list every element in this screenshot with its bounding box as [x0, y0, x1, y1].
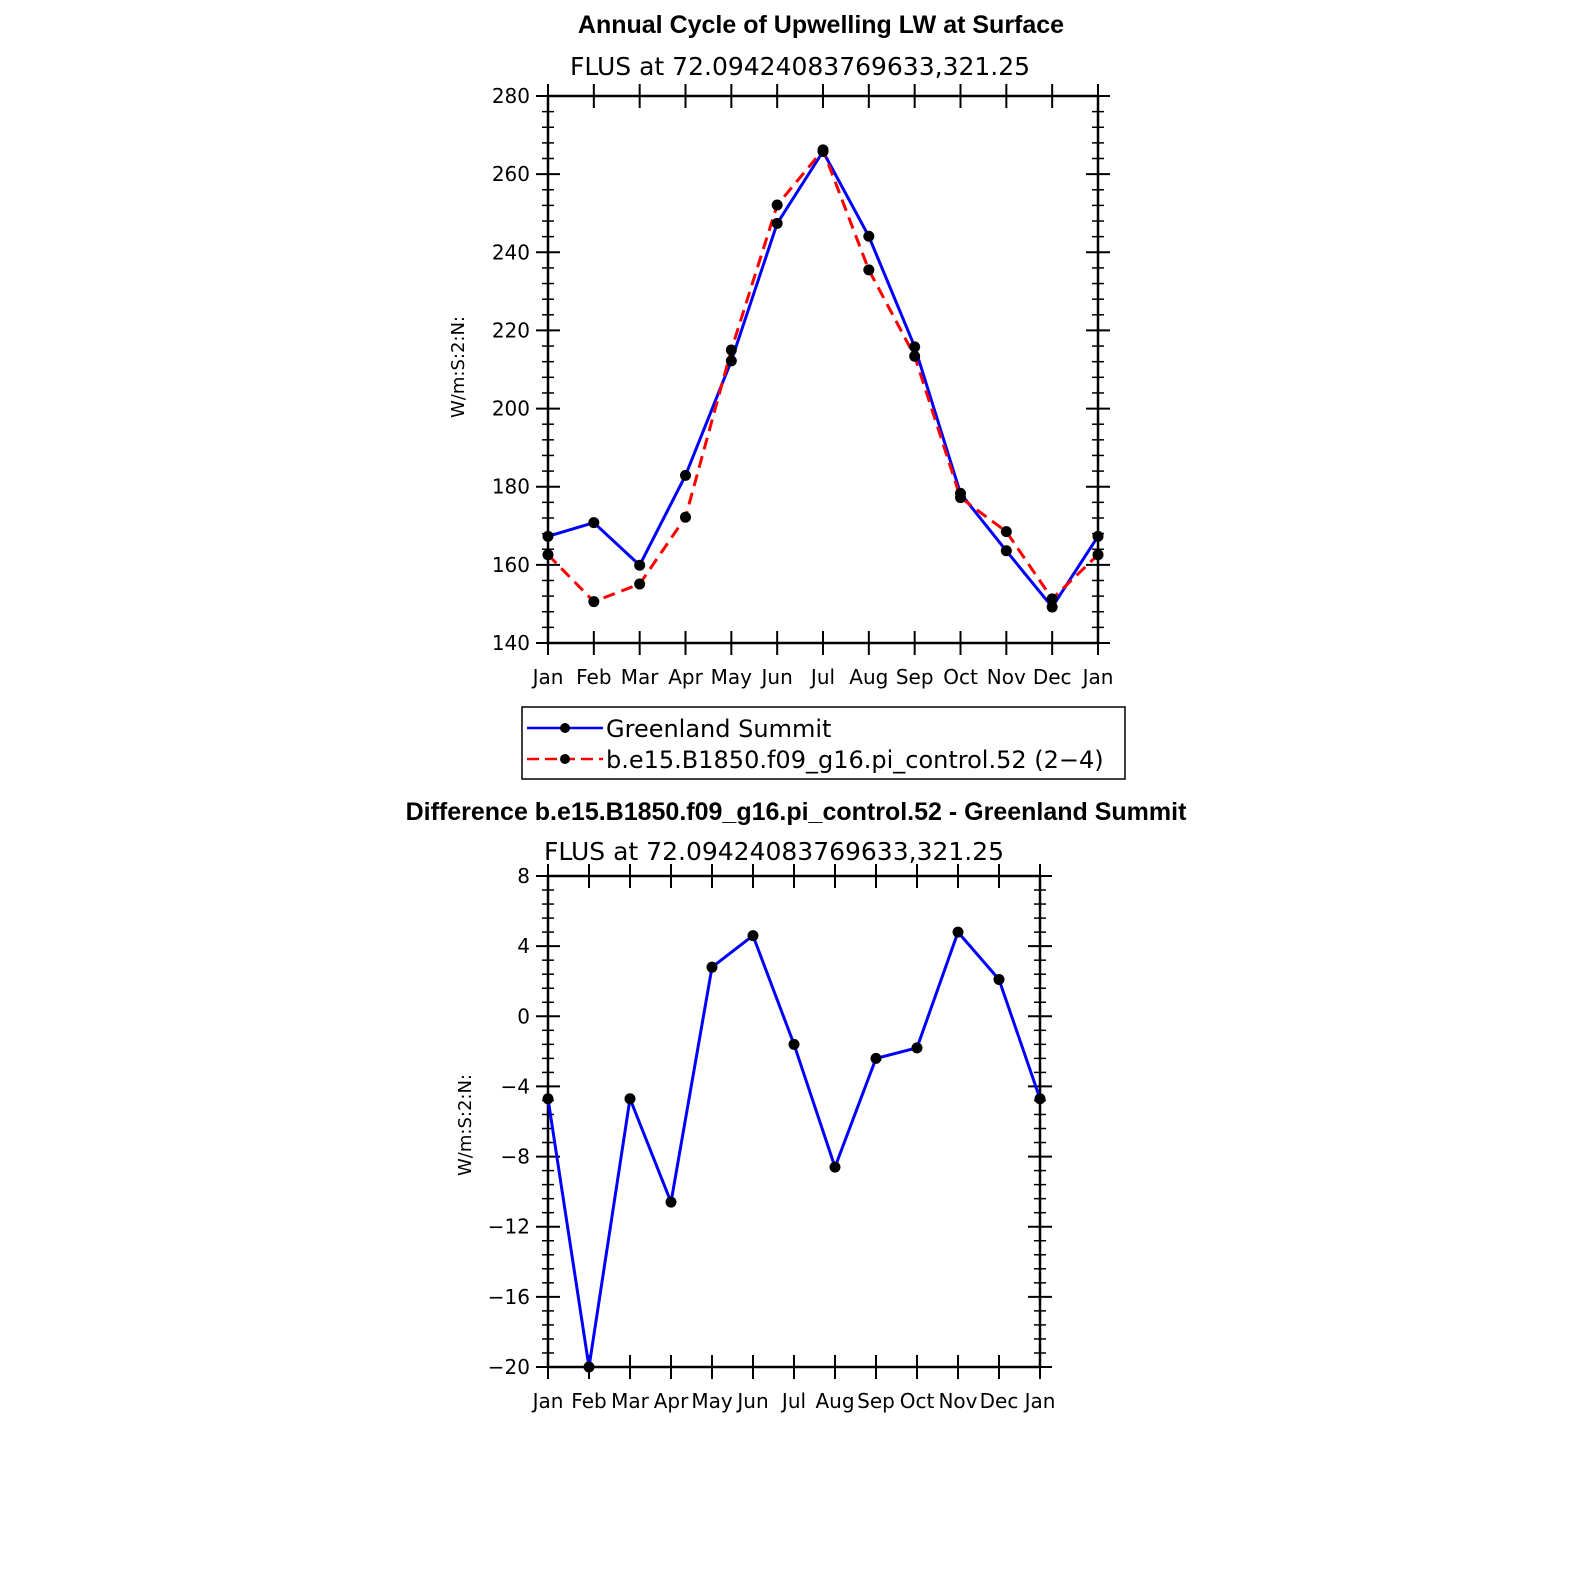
bottom-chart-xtick-label: Jun [737, 1389, 769, 1413]
top-chart-series-line-1 [548, 150, 1098, 602]
legend-marker-greenland-summit [560, 723, 570, 733]
bottom-chart-series-line-0 [548, 932, 1040, 1367]
top-chart-xtick-label: Aug [849, 665, 889, 689]
top-chart-xtick-label: Nov [986, 665, 1026, 689]
top-chart-series-0-point [634, 560, 645, 571]
bottom-chart-ytick-label: −12 [487, 1214, 530, 1239]
bottom-chart-title: Difference b.e15.B1850.f09_g16.pi_control.52 - Greenland Summit [405, 798, 1187, 826]
top-chart-series-1-point [909, 351, 920, 362]
bottom-chart-ytick-label: −4 [500, 1074, 530, 1099]
bottom-chart-xtick-label: Nov [938, 1389, 978, 1413]
top-chart-xtick-label: Jan [1082, 665, 1114, 689]
bottom-chart-xtick-label: Feb [571, 1389, 607, 1413]
bottom-chart-xtick-label: Sep [857, 1389, 895, 1413]
top-chart-series-0-point [588, 517, 599, 528]
bottom-chart-xtick-label: Dec [979, 1389, 1019, 1413]
top-chart-series-0-point [1093, 531, 1104, 542]
bottom-chart-series-0-point [830, 1162, 841, 1173]
bottom-chart-series-0-point [871, 1053, 882, 1064]
legend-label-greenland-summit: Greenland Summit [606, 715, 832, 743]
bottom-chart-xtick-label: May [691, 1389, 733, 1413]
bottom-chart-series-0-point [625, 1093, 636, 1104]
bottom-chart-xtick-label: Jul [781, 1389, 807, 1413]
top-chart-series-0-point [680, 470, 691, 481]
top-chart-series-1-point [543, 549, 554, 560]
bottom-chart-series-0-point [707, 962, 718, 973]
bottom-chart-series-0-point [789, 1039, 800, 1050]
top-chart-series-1-point [955, 492, 966, 503]
bottom-chart-ytick-label: 0 [517, 1004, 530, 1029]
top-chart-series-0-point [726, 355, 737, 366]
top-chart-xtick-label: Jul [810, 665, 836, 689]
top-chart-series-0-point [772, 218, 783, 229]
top-chart-xtick-label: May [710, 665, 753, 689]
top-chart-xtick-label: Jun [761, 665, 793, 689]
bottom-chart-xtick-label: Jan [1024, 1389, 1056, 1413]
bottom-chart-ytick-label: −20 [487, 1355, 530, 1379]
bottom-chart-series-0-point [994, 974, 1005, 985]
bottom-chart-series-0-point [953, 927, 964, 938]
top-chart-legend [522, 707, 1125, 779]
top-chart-ytick-label: 160 [491, 552, 530, 577]
legend-marker-model-run [560, 754, 570, 764]
top-chart-xtick-label: Sep [895, 665, 934, 689]
bottom-chart-xtick-label: Jan [532, 1389, 564, 1413]
top-chart-series-0-point [863, 231, 874, 242]
bottom-chart-series-0-point [666, 1197, 677, 1208]
top-chart-ytick-label: 280 [491, 84, 530, 108]
top-chart-subtitle: FLUS at 72.09424083769633,321.25 [569, 52, 1031, 81]
bottom-chart-plot [488, 864, 1056, 1413]
legend-label-model-run: b.e15.B1850.f09_g16.pi_control.52 (2−4) [606, 746, 1104, 774]
top-chart-xtick-label: Feb [576, 665, 612, 689]
bottom-chart-subtitle: FLUS at 72.09424083769633,321.25 [543, 837, 1005, 866]
top-chart-xtick-label: Mar [620, 665, 659, 689]
top-chart-series-1-point [1001, 526, 1012, 537]
top-chart-series-1-point [1047, 593, 1058, 604]
bottom-chart-ytick-label: 8 [517, 864, 530, 888]
top-chart-series-1-point [680, 512, 691, 523]
bottom-chart-ytick-label: −16 [487, 1284, 530, 1309]
bottom-chart-series-0-point [584, 1362, 595, 1373]
bottom-chart-xtick-label: Mar [611, 1389, 649, 1413]
top-chart-ytick-label: 260 [491, 162, 530, 187]
top-chart-series-1-point [863, 264, 874, 275]
top-chart-ytick-label: 240 [491, 240, 530, 265]
top-chart-plot [492, 84, 1114, 689]
top-chart-series-1-point [772, 200, 783, 211]
bottom-chart-series-0-point [543, 1093, 554, 1104]
bottom-chart-xtick-label: Aug [815, 1389, 855, 1413]
top-chart-ytick-label: 220 [491, 318, 530, 343]
top-chart-series-1-point [588, 596, 599, 607]
top-chart-series-line-0 [548, 152, 1098, 608]
top-chart-ylabel: W/m:S:2:N: [448, 316, 469, 418]
top-chart-ytick-label: 200 [491, 396, 530, 421]
top-chart-xtick-label: Oct [943, 665, 978, 689]
bottom-chart-series-0-point [1035, 1093, 1046, 1104]
bottom-chart-series-0-point [912, 1042, 923, 1053]
top-chart-series-0-point [1001, 545, 1012, 556]
bottom-chart-ytick-label: −8 [500, 1144, 530, 1169]
bottom-chart-xtick-label: Apr [653, 1389, 689, 1413]
top-chart-series-1-point [726, 344, 737, 355]
top-chart-title: Annual Cycle of Upwelling LW at Surface [577, 11, 1065, 39]
top-chart-xtick-label: Jan [532, 665, 564, 689]
top-chart-xtick-label: Apr [668, 665, 703, 689]
bottom-chart-ytick-label: 4 [517, 934, 530, 959]
top-chart-series-1-point [634, 579, 645, 590]
bottom-chart-series-0-point [748, 930, 759, 941]
top-chart-ytick-label: 180 [491, 474, 530, 499]
top-chart-xtick-label: Dec [1032, 665, 1072, 689]
top-chart-series-1-point [818, 144, 829, 155]
top-chart-series-1-point [1093, 549, 1104, 560]
top-chart-series-0-point [909, 341, 920, 352]
bottom-chart-frame [548, 876, 1040, 1367]
top-chart-series-0-point [543, 531, 554, 542]
bottom-chart-xtick-label: Oct [899, 1389, 935, 1413]
top-chart-ytick-label: 140 [491, 631, 530, 655]
bottom-chart-ylabel: W/m:S:2:N: [455, 1074, 476, 1176]
